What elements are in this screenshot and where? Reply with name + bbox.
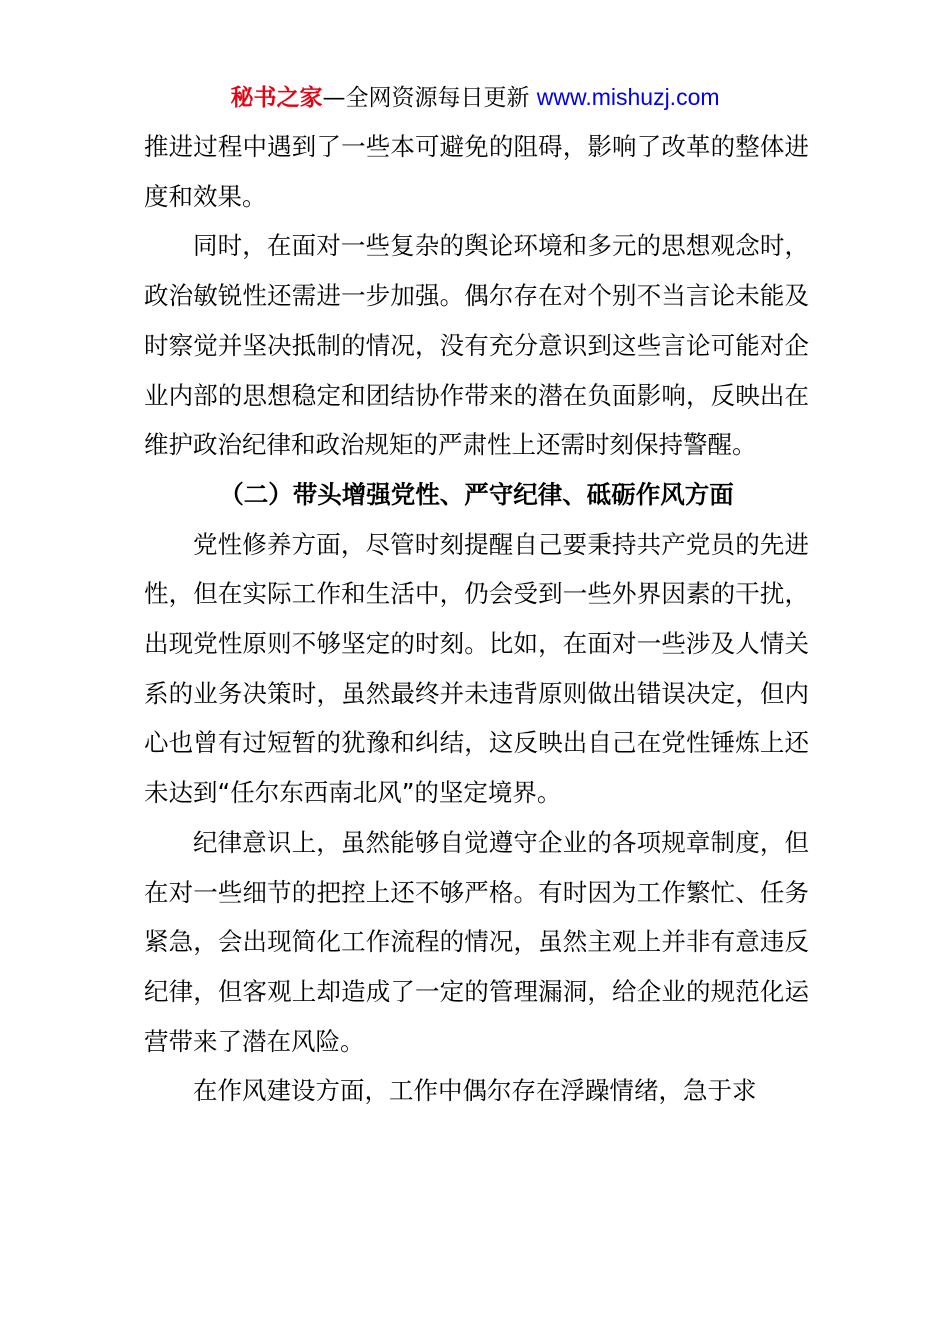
paragraph-continuation: 推进过程中遇到了一些本可避免的阻碍，影响了改革的整体进度和效果。	[144, 132, 809, 211]
page-header	[0, 80, 950, 115]
paragraph-work-style: 在作风建设方面，工作中偶尔存在浮躁情绪，急于求	[193, 1076, 757, 1106]
paragraph-party-spirit: 党性修养方面，尽管时刻提醒自己要秉持共产党员的先进性，但在实际工作和生活中，仍会受到一些外界因素的干扰，出现党性原则不够坚定的时刻。比如，在面对一些涉及人情关系的业务决策时，虽然最终并未违背原则做出错误决定，但内心也曾有过短暂的犹豫和纠结，这反映出自己在党性锤炼上还未达到“任尔东西南北风”的坚定境界。	[144, 529, 809, 808]
document-body	[144, 122, 809, 1116]
section-heading: （二）带头增强党性、严守纪律、砥砺作风方面	[219, 479, 734, 509]
paragraph-political-sensitivity: 同时，在面对一些复杂的舆论环境和多元的思想观念时，政治敏锐性还需进一步加强。偶尔存在对个别不当言论未能及时察觉并坚决抵制的情况，没有充分意识到这些言论可能对企业内部的思想稳定和团结协作带来的潜在负面影响，反映出在维护政治纪律和政治规矩的严肃性上还需时刻保持警醒。	[144, 231, 809, 460]
website-link[interactable]: www.mishuzj.com	[536, 84, 720, 110]
brand-name: 秘书之家	[230, 85, 323, 111]
header-tagline: —全网资源每日更新	[322, 85, 537, 111]
paragraph-discipline: 纪律意识上，虽然能够自觉遵守企业的各项规章制度，但在对一些细节的把控上还不够严格。有时因为工作繁忙、任务紧急，会出现简化工作流程的情况，虽然主观上并非有意违反纪律，但客观上却造成了一定的管理漏洞，给企业的规范化运营带来了潜在风险。	[144, 827, 809, 1056]
